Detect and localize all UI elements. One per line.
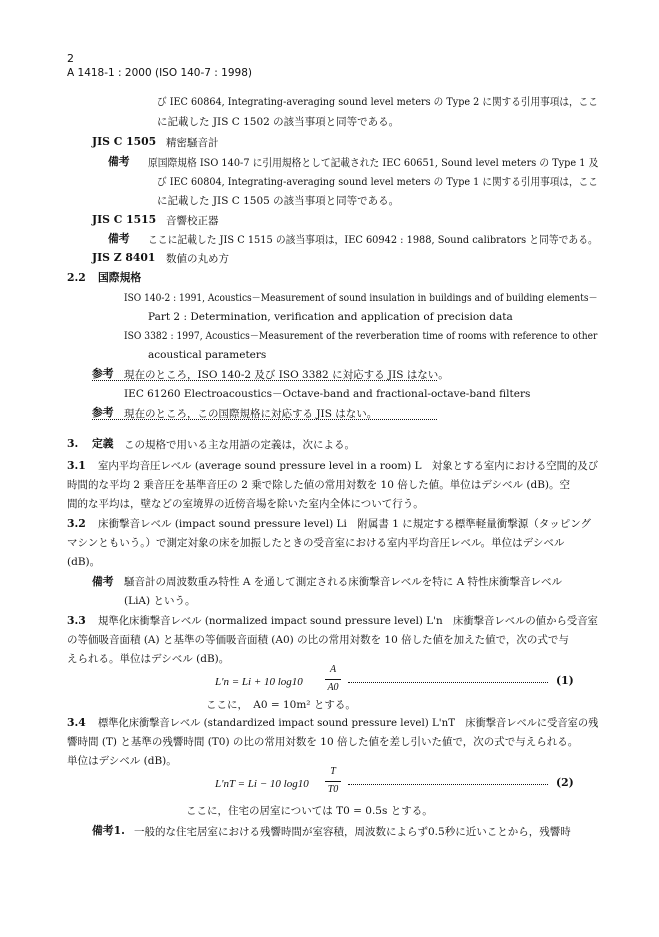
remark-line: 原国際規格 ISO 140-7 に引用規格として記載された IEC 60651, Sound level meters の Type 1 及 — [148, 157, 599, 169]
clause-line: 響時間 (T) と基準の残響時間 (T0) の比の常用対数を 10 倍した値を差し引いた値で，次の式で与えられる。 — [67, 736, 579, 748]
ref-text-line: び IEC 60864, Integrating-averaging sound level meters の Type 2 に関する引用事項は，ここ — [157, 96, 598, 108]
intl-ref-line: IEC 61260 Electroacoustics－Octave-band and fractional-octave-band filters — [124, 388, 531, 400]
remark-line: び IEC 60804, Integrating-averaging sound level meters の Type 1 に関する引用事項は，ここ — [157, 176, 598, 188]
equation-note: ここに，住宅の居室については T0 = 0.5s とする。 — [186, 805, 433, 817]
clause-line: 間的な平均は，壁などの室境界の近傍音場を除いた室内全体について行う。 — [67, 498, 424, 510]
note-text: 現在のところ，この国際規格に対応する JIS はない。 — [124, 408, 378, 420]
equation-denominator: A0 — [327, 682, 339, 693]
clause-line: えられる。単位はデシベル (dB)。 — [67, 653, 230, 665]
remark-line: (LiA) という。 — [124, 595, 196, 607]
clause-line: 規準化床衝撃音レベル (normalized impact sound pressure level) L'n 床衝撃音レベルの値から受音室 — [98, 615, 598, 627]
remark-line: に記載した JIS C 1505 の該当事項と同等である。 — [157, 195, 400, 207]
clause-number: 3.4 — [67, 716, 86, 729]
intl-ref-line: Part 2 : Determination, verification and application of precision data — [148, 311, 513, 323]
ref-title: 精密騒音計 — [166, 137, 219, 149]
clause-line: 標準化床衝撃音レベル (standardized impact sound pressure level) L'nT 床衝撃音レベルに受音室の残 — [98, 717, 599, 729]
equation-lhs: L'nT = Li − 10 log10 — [215, 778, 309, 790]
section-title: 国際規格 — [98, 271, 142, 284]
equation-note: ここに， A0 = 10m² とする。 — [206, 699, 356, 711]
remark-label: 備考 — [92, 575, 114, 588]
standard-id: A 1418-1 : 2000 (ISO 140-7 : 1998) — [67, 67, 252, 79]
fraction-bar — [325, 679, 341, 680]
clause-line: 床衝撃音レベル (impact sound pressure level) Li 附属書 1 に規定する標準軽量衝撃源（タッピング — [98, 518, 592, 530]
equation-denominator: T0 — [327, 784, 339, 795]
remark-label: 備考 — [108, 155, 130, 168]
leader-dots — [348, 784, 548, 785]
section-intro: この規格で用いる主な用語の定義は，次による。 — [124, 439, 355, 451]
equation-lhs: L'n = Li + 10 log10 — [215, 676, 303, 688]
remark-label: 備考 — [108, 232, 130, 245]
remark-label: 備考1. — [92, 824, 125, 837]
equation-number: (2) — [556, 776, 574, 789]
note-text: 現在のところ，ISO 140-2 及び ISO 3382 に対応する JIS はない。 — [124, 369, 449, 381]
clause-line: (dB)。 — [67, 556, 101, 568]
intl-ref-line: ISO 140-2 : 1991, Acoustics－Measurement of sound insulation in buildings and of building elements－ — [124, 292, 598, 304]
ref-text-line: に記載した JIS C 1502 の該当事項と同等である。 — [157, 116, 400, 128]
note-label: 参考 — [92, 406, 114, 419]
clause-line: の等価吸音面積 (A) と基準の等価吸音面積 (A0) の比の常用対数を 10 倍した値を加えた値で，次の式で与 — [67, 634, 569, 646]
clause-line: マシンともいう。）で測定対象の床を加振したときの受音室における室内平均音圧レベル。単位はデシベル — [67, 537, 565, 549]
ref-code: JIS Z 8401 — [92, 251, 156, 264]
clause-line: 時間的な平均 2 乗音圧を基準音圧の 2 乗で除した値の常用対数を 10 倍した値。単位はデシベル (dB)。空 — [67, 479, 571, 491]
clause-number: 3.1 — [67, 459, 86, 472]
remark-line: ここに記載した JIS C 1515 の該当事項は，IEC 60942 : 1988, Sound calibrators と同等である。 — [148, 234, 598, 246]
remark-line: 一般的な住宅居室における残響時間が室容積，周波数によらず0.5秒に近いことから，残響時 — [134, 826, 571, 838]
equation-numerator: A — [329, 664, 337, 675]
section-number: 2.2 — [67, 271, 86, 284]
note-label: 参考 — [92, 367, 114, 380]
clause-line: 単位はデシベル (dB)。 — [67, 755, 177, 767]
clause-number: 3.3 — [67, 614, 86, 627]
ref-code: JIS C 1515 — [92, 213, 157, 226]
dotted-underline — [92, 380, 437, 381]
ref-title: 数値の丸め方 — [166, 253, 229, 265]
equation-number: (1) — [556, 674, 574, 687]
section-title: 定義 — [92, 437, 114, 450]
clause-line: 室内平均音圧レベル (average sound pressure level in a room) L 対象とする室内における空間的及び — [98, 460, 599, 472]
dotted-underline — [92, 419, 437, 420]
remark-line: 騒音計の周波数重み特性 A を通して測定される床衝撃音レベルを特に A 特性床衝撃音レベル — [124, 576, 563, 588]
ref-title: 音響校正器 — [166, 215, 219, 227]
section-number: 3. — [67, 437, 79, 450]
fraction-bar — [325, 781, 341, 782]
equation-numerator: T — [330, 766, 336, 777]
ref-code: JIS C 1505 — [92, 135, 157, 148]
clause-number: 3.2 — [67, 517, 86, 530]
intl-ref-line: ISO 3382 : 1997, Acoustics－Measurement of the reverberation time of rooms with reference to other — [124, 330, 598, 342]
leader-dots — [348, 682, 548, 683]
intl-ref-line: acoustical parameters — [148, 349, 267, 361]
page-number: 2 — [67, 52, 74, 65]
